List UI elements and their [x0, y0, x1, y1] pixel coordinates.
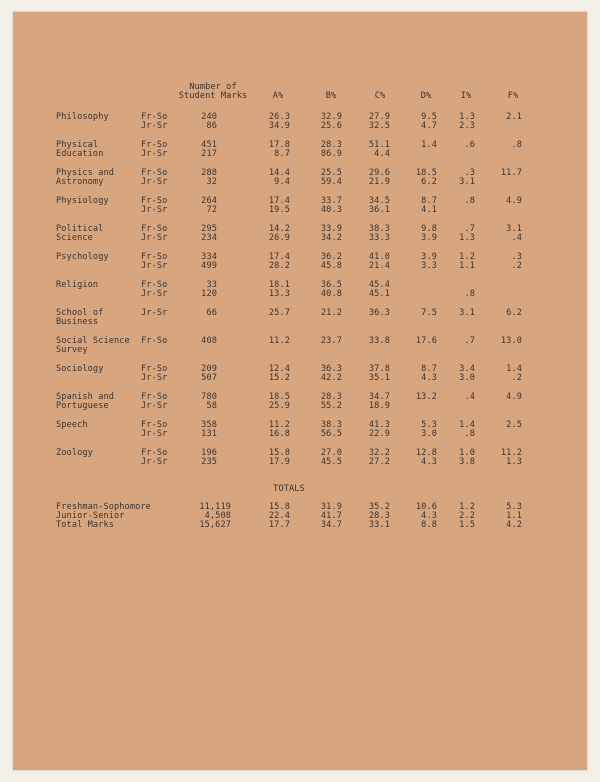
subject-name: Business	[56, 317, 99, 327]
pct-b: 23.7	[320, 336, 342, 346]
pct-f: 2.1	[506, 112, 522, 122]
student-marks: 780	[201, 392, 217, 402]
totals-pct-b: 34.7	[320, 520, 342, 530]
pct-d: 3.0	[421, 429, 437, 439]
pct-b: 36.2	[320, 252, 342, 262]
header-a: A%	[272, 91, 284, 101]
pct-f: .8	[511, 140, 522, 150]
pct-d: 8.7	[421, 196, 437, 206]
pct-b: 45.8	[320, 261, 342, 271]
pct-i: .7	[464, 224, 475, 234]
pct-i: 3.0	[459, 373, 475, 383]
class-level: Jr-Sr	[141, 429, 168, 439]
class-level: Jr-Sr	[141, 373, 168, 383]
pct-i: 1.3	[459, 233, 475, 243]
class-level: Fr-So	[141, 112, 168, 122]
class-level: Jr-Sr	[141, 457, 168, 467]
pct-d: 13.2	[415, 392, 437, 402]
pct-b: 33.9	[320, 224, 342, 234]
subject-name: Zoology	[56, 448, 93, 458]
subject-name: Astronomy	[56, 177, 104, 187]
pct-d: 8.7	[421, 364, 437, 374]
pct-c: 41.0	[368, 252, 390, 262]
pct-b: 36.5	[320, 280, 342, 290]
pct-a: 13.3	[268, 289, 290, 299]
pct-i: 3.1	[459, 308, 475, 318]
pct-b: 25.5	[320, 168, 342, 178]
pct-i: .8	[464, 196, 475, 206]
totals-pct-i: 2.2	[459, 511, 475, 521]
class-level: Jr-Sr	[141, 401, 168, 411]
student-marks: 295	[201, 224, 217, 234]
student-marks: 196	[201, 448, 217, 458]
class-level: Jr-Sr	[141, 261, 168, 271]
pct-c: 51.1	[368, 140, 390, 150]
student-marks: 240	[201, 112, 217, 122]
pct-b: 27.0	[320, 448, 342, 458]
subject-name: Physiology	[56, 196, 109, 206]
class-level: Jr-Sr	[141, 308, 168, 318]
pct-f: 11.7	[500, 168, 522, 178]
totals-pct-b: 41.7	[320, 511, 342, 521]
pct-b: 38.3	[320, 420, 342, 430]
totals-pct-a: 17.7	[268, 520, 290, 530]
class-level: Fr-So	[141, 280, 168, 290]
pct-a: 17.8	[268, 140, 290, 150]
pct-b: 56.5	[320, 429, 342, 439]
pct-f: 11.2	[500, 448, 522, 458]
header-f: F%	[507, 91, 519, 101]
totals-pct-b: 31.9	[320, 502, 342, 512]
pct-d: 7.5	[421, 308, 437, 318]
pct-d: 4.1	[421, 205, 437, 215]
header-i: I%	[460, 91, 472, 101]
pct-c: 22.9	[368, 429, 390, 439]
student-marks: 32	[206, 177, 217, 187]
pct-f: 4.9	[506, 392, 522, 402]
pct-i: .8	[464, 429, 475, 439]
pct-b: 28.3	[320, 140, 342, 150]
pct-a: 14.2	[268, 224, 290, 234]
pct-d: 1.4	[421, 140, 437, 150]
pct-b: 42.2	[320, 373, 342, 383]
totals-marks: 15,627	[199, 520, 231, 530]
subject-name: Sociology	[56, 364, 104, 374]
pct-c: 41.3	[368, 420, 390, 430]
pct-b: 21.2	[320, 308, 342, 318]
pct-b: 55.2	[320, 401, 342, 411]
pct-i: .7	[464, 336, 475, 346]
subject-name: Psychology	[56, 252, 109, 262]
pct-b: 32.9	[320, 112, 342, 122]
pct-i: 1.2	[459, 252, 475, 262]
pct-f: .3	[511, 252, 522, 262]
pct-d: 9.5	[421, 112, 437, 122]
totals-pct-d: 8.8	[421, 520, 437, 530]
pct-i: 1.4	[459, 420, 475, 430]
subject-name: Social Science	[56, 336, 130, 346]
pct-i: .8	[464, 289, 475, 299]
totals-pct-a: 15.8	[268, 502, 290, 512]
totals-pct-c: 28.3	[368, 511, 390, 521]
class-level: Fr-So	[141, 420, 168, 430]
pct-f: .2	[511, 373, 522, 383]
header-d: D%	[420, 91, 432, 101]
pct-a: 15.2	[268, 373, 290, 383]
pct-i: 2.3	[459, 121, 475, 131]
pct-a: 14.4	[268, 168, 290, 178]
pct-c: 36.1	[368, 205, 390, 215]
student-marks: 209	[201, 364, 217, 374]
pct-a: 18.1	[268, 280, 290, 290]
pct-a: 17.4	[268, 196, 290, 206]
pct-a: 17.9	[268, 457, 290, 467]
pct-c: 35.1	[368, 373, 390, 383]
pct-d: 5.3	[421, 420, 437, 430]
totals-pct-f: 4.2	[506, 520, 522, 530]
student-marks: 72	[206, 205, 217, 215]
totals-pct-c: 35.2	[368, 502, 390, 512]
pct-b: 34.2	[320, 233, 342, 243]
pct-c: 38.3	[368, 224, 390, 234]
class-level: Fr-So	[141, 140, 168, 150]
class-level: Jr-Sr	[141, 177, 168, 187]
subject-name: Religion	[56, 280, 99, 290]
student-marks: 288	[201, 168, 217, 178]
subject-name: Education	[56, 149, 104, 159]
subject-name: Political	[56, 224, 104, 234]
pct-a: 11.2	[268, 336, 290, 346]
totals-label: Freshman-Sophomore	[56, 502, 151, 512]
pct-c: 32.5	[368, 121, 390, 131]
student-marks: 408	[201, 336, 217, 346]
pct-i: .3	[464, 168, 475, 178]
student-marks: 33	[206, 280, 217, 290]
student-marks: 507	[201, 373, 217, 383]
pct-d: 4.3	[421, 457, 437, 467]
student-marks: 86	[206, 121, 217, 131]
pct-f: 6.2	[506, 308, 522, 318]
class-level: Fr-So	[141, 364, 168, 374]
totals-marks: 4,508	[204, 511, 231, 521]
pct-i: 1.3	[459, 112, 475, 122]
pct-b: 28.3	[320, 392, 342, 402]
pct-d: 17.6	[415, 336, 437, 346]
pct-d: 3.3	[421, 261, 437, 271]
pct-a: 25.7	[268, 308, 290, 318]
subject-name: Spanish and	[56, 392, 115, 402]
totals-label: Junior-Senior	[56, 511, 125, 521]
pct-c: 21.4	[368, 261, 390, 271]
pct-a: 11.2	[268, 420, 290, 430]
pct-c: 29.6	[368, 168, 390, 178]
totals-pct-i: 1.5	[459, 520, 475, 530]
pct-c: 27.9	[368, 112, 390, 122]
student-marks: 120	[201, 289, 217, 299]
pct-a: 15.8	[268, 448, 290, 458]
class-level: Fr-So	[141, 196, 168, 206]
pct-b: 36.3	[320, 364, 342, 374]
pct-c: 45.1	[368, 289, 390, 299]
pct-c: 21.9	[368, 177, 390, 187]
student-marks: 131	[201, 429, 217, 439]
pct-d: 6.2	[421, 177, 437, 187]
pct-a: 34.9	[268, 121, 290, 131]
pct-a: 18.5	[268, 392, 290, 402]
header-number-line2: Student Marks	[178, 91, 248, 101]
header-c: C%	[374, 91, 386, 101]
pct-a: 28.2	[268, 261, 290, 271]
student-marks: 499	[201, 261, 217, 271]
pct-a: 26.9	[268, 233, 290, 243]
subject-name: Survey	[56, 345, 88, 355]
student-marks: 235	[201, 457, 217, 467]
pct-c: 18.9	[368, 401, 390, 411]
pct-b: 25.6	[320, 121, 342, 131]
student-marks: 58	[206, 401, 217, 411]
class-level: Jr-Sr	[141, 289, 168, 299]
pct-c: 32.2	[368, 448, 390, 458]
student-marks: 234	[201, 233, 217, 243]
pct-d: 3.9	[421, 233, 437, 243]
pct-b: 59.4	[320, 177, 342, 187]
class-level: Jr-Sr	[141, 205, 168, 215]
pct-a: 19.5	[268, 205, 290, 215]
pct-c: 34.5	[368, 196, 390, 206]
totals-title: TOTALS	[273, 484, 305, 494]
totals-pct-f: 5.3	[506, 502, 522, 512]
pct-b: 45.5	[320, 457, 342, 467]
pct-d: 4.7	[421, 121, 437, 131]
pct-i: .6	[464, 140, 475, 150]
pct-a: 9.4	[274, 177, 290, 187]
subject-name: Speech	[56, 420, 88, 430]
pct-d: 9.8	[421, 224, 437, 234]
totals-pct-d: 4.3	[421, 511, 437, 521]
totals-label: Total Marks	[56, 520, 115, 530]
totals-pct-c: 33.1	[368, 520, 390, 530]
pct-b: 86.9	[320, 149, 342, 159]
subject-name: Philosophy	[56, 112, 109, 122]
pct-d: 18.5	[415, 168, 437, 178]
student-marks: 217	[201, 149, 217, 159]
pct-f: 1.4	[506, 364, 522, 374]
pct-c: 45.4	[368, 280, 390, 290]
pct-a: 25.9	[268, 401, 290, 411]
student-marks: 334	[201, 252, 217, 262]
pct-i: 3.8	[459, 457, 475, 467]
pct-i: 1.0	[459, 448, 475, 458]
pct-d: 12.8	[415, 448, 437, 458]
class-level: Fr-So	[141, 336, 168, 346]
pct-f: .2	[511, 261, 522, 271]
totals-marks: 11,119	[199, 502, 231, 512]
class-level: Fr-So	[141, 392, 168, 402]
pct-a: 16.8	[268, 429, 290, 439]
pct-c: 33.8	[368, 336, 390, 346]
student-marks: 66	[206, 308, 217, 318]
class-level: Fr-So	[141, 224, 168, 234]
student-marks: 451	[201, 140, 217, 150]
pct-a: 12.4	[268, 364, 290, 374]
pct-c: 33.3	[368, 233, 390, 243]
pct-c: 37.8	[368, 364, 390, 374]
class-level: Fr-So	[141, 252, 168, 262]
subject-name: Physics and	[56, 168, 115, 178]
pct-a: 26.3	[268, 112, 290, 122]
pct-a: 8.7	[274, 149, 290, 159]
class-level: Jr-Sr	[141, 121, 168, 131]
class-level: Jr-Sr	[141, 233, 168, 243]
pct-a: 17.4	[268, 252, 290, 262]
subject-name: Portuguese	[56, 401, 109, 411]
pct-f: 13.0	[500, 336, 522, 346]
student-marks: 358	[201, 420, 217, 430]
pct-i: 3.4	[459, 364, 475, 374]
totals-pct-f: 1.1	[506, 511, 522, 521]
pct-c: 36.3	[368, 308, 390, 318]
class-level: Jr-Sr	[141, 149, 168, 159]
pct-i: 1.1	[459, 261, 475, 271]
totals-pct-a: 22.4	[268, 511, 290, 521]
class-level: Fr-So	[141, 168, 168, 178]
pct-f: 1.3	[506, 457, 522, 467]
pct-c: 34.7	[368, 392, 390, 402]
header-number-line1: Number of	[189, 82, 237, 92]
header-b: B%	[325, 91, 337, 101]
pct-c: 4.4	[374, 149, 390, 159]
pct-d: 3.9	[421, 252, 437, 262]
subject-name: Science	[56, 233, 93, 243]
document-page	[13, 12, 587, 770]
student-marks: 264	[201, 196, 217, 206]
pct-d: 4.3	[421, 373, 437, 383]
pct-i: 3.1	[459, 177, 475, 187]
pct-f: 3.1	[506, 224, 522, 234]
pct-c: 27.2	[368, 457, 390, 467]
pct-i: .4	[464, 392, 475, 402]
pct-f: 4.9	[506, 196, 522, 206]
pct-f: 2.5	[506, 420, 522, 430]
pct-b: 40.8	[320, 289, 342, 299]
pct-f: .4	[511, 233, 522, 243]
pct-b: 33.7	[320, 196, 342, 206]
pct-b: 40.3	[320, 205, 342, 215]
class-level: Fr-So	[141, 448, 168, 458]
totals-pct-d: 10.6	[415, 502, 437, 512]
subject-name: Physical	[56, 140, 99, 150]
subject-name: School of	[56, 308, 104, 318]
totals-pct-i: 1.2	[459, 502, 475, 512]
